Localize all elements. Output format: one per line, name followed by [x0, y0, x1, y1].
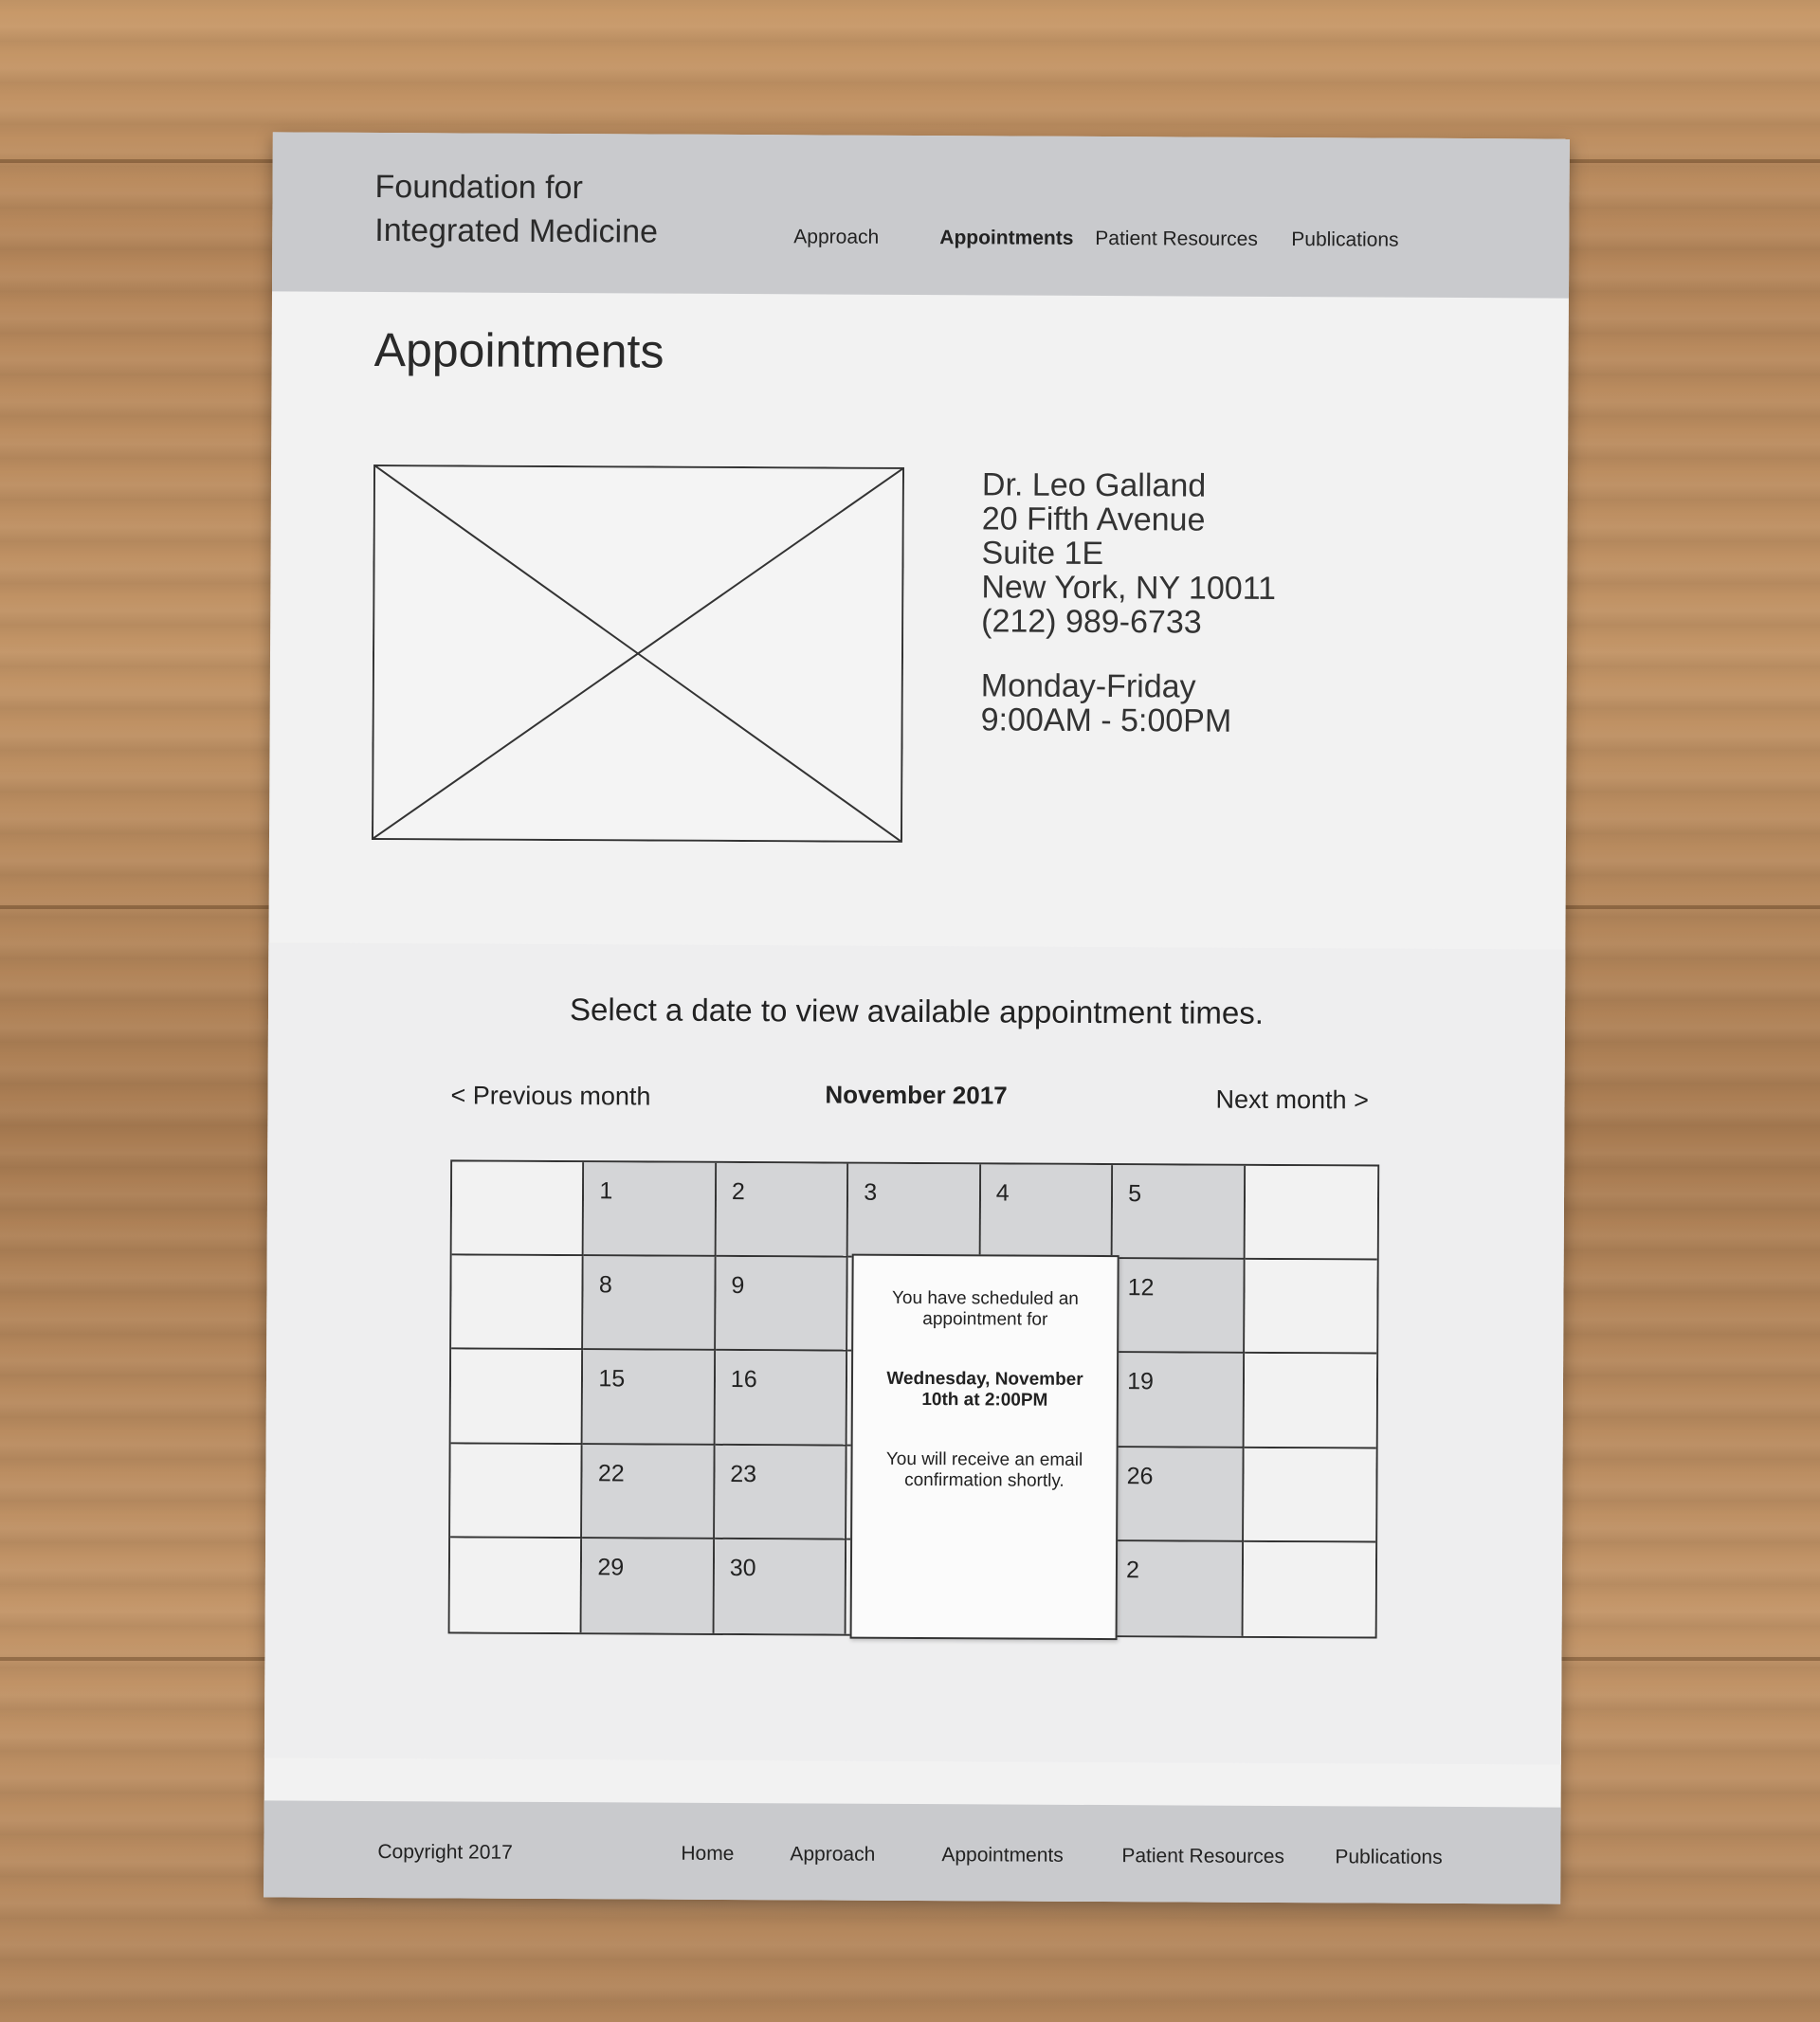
confirmation-intro: You have scheduled an appointment for — [891, 1287, 1079, 1330]
previous-month-link[interactable]: < Previous month — [450, 1081, 651, 1111]
calendar-day-number: 16 — [730, 1366, 757, 1394]
confirmation-popup — [850, 1254, 1119, 1640]
calendar-day-number: 29 — [597, 1554, 625, 1581]
calendar-empty-cell — [450, 1538, 583, 1632]
image-placeholder — [372, 465, 904, 843]
calendar-day-cell[interactable] — [715, 1351, 847, 1446]
month-title: November 2017 — [825, 1080, 1008, 1110]
calendar-day-cell[interactable] — [1111, 1541, 1244, 1636]
office-days: Monday-Friday — [980, 667, 1196, 705]
site-logo[interactable] — [374, 165, 658, 254]
calendar-day-cell[interactable] — [1112, 1353, 1245, 1448]
calendar-day-cell[interactable] — [717, 1163, 849, 1258]
page-title: Appointments — [373, 322, 664, 378]
calendar-empty-cell — [451, 1256, 584, 1351]
calendar-empty-cell — [1245, 1166, 1377, 1261]
calendar-prompt: Select a date to view available appointment times. — [569, 992, 1265, 1030]
calendar-day-number: 9 — [731, 1272, 745, 1300]
calendar-day-number: 12 — [1127, 1274, 1155, 1302]
calendar-day-number: 1 — [599, 1177, 613, 1205]
calendar-empty-cell — [450, 1444, 583, 1539]
address-city: New York, NY 10011 — [981, 569, 1277, 607]
nav-appointments[interactable]: Appointments — [939, 227, 1074, 249]
calendar-day-number: 15 — [598, 1365, 626, 1393]
calendar-day-cell[interactable] — [583, 1445, 716, 1539]
calendar-day-number: 26 — [1126, 1462, 1154, 1489]
footer-link-patient-resources[interactable]: Patient Resources — [1121, 1845, 1285, 1868]
footer-link-publications[interactable]: Publications — [1335, 1846, 1443, 1868]
calendar-day-number: 23 — [730, 1460, 757, 1487]
calendar-empty-cell — [1245, 1260, 1377, 1355]
office-hours — [981, 668, 1232, 738]
nav-patient-resources[interactable]: Patient Resources — [1095, 227, 1258, 250]
footer-link-approach[interactable]: Approach — [790, 1843, 876, 1866]
calendar-day-cell[interactable] — [1111, 1448, 1244, 1542]
calendar-day-cell[interactable] — [848, 1164, 981, 1259]
calendar-empty-cell — [1243, 1542, 1375, 1637]
calendar-day-cell[interactable] — [582, 1539, 715, 1633]
confirmation-datetime: Wednesday, November 10th at 2:00PM — [886, 1368, 1083, 1411]
calendar-day-cell[interactable] — [584, 1256, 717, 1351]
address-suite: Suite 1E — [981, 535, 1104, 573]
brand-line-2: Integrated Medicine — [374, 211, 659, 250]
footer-link-appointments[interactable]: Appointments — [941, 1844, 1064, 1867]
calendar-day-cell[interactable] — [584, 1162, 717, 1257]
site-header — [272, 132, 1570, 298]
calendar-day-number: 19 — [1127, 1368, 1155, 1395]
calendar-day-number: 5 — [1128, 1180, 1142, 1208]
calendar-day-number: 3 — [864, 1178, 878, 1206]
calendar-day-cell[interactable] — [715, 1445, 847, 1539]
calendar-day-number: 4 — [995, 1179, 1010, 1207]
calendar-empty-cell — [1244, 1354, 1376, 1448]
calendar-day-number: 8 — [598, 1271, 612, 1299]
copyright: Copyright 2017 — [377, 1841, 513, 1864]
brand-line-1: Foundation for — [374, 168, 583, 207]
wireframe-paper — [264, 132, 1570, 1904]
nav-approach[interactable]: Approach — [793, 226, 880, 248]
calendar-day-number: 2 — [731, 1177, 745, 1206]
calendar-day-cell[interactable] — [583, 1351, 716, 1446]
calendar-day-cell[interactable] — [1112, 1259, 1245, 1354]
calendar-day-number: 30 — [729, 1554, 756, 1581]
address-street: 20 Fifth Avenue — [981, 501, 1206, 538]
calendar-day-cell[interactable] — [980, 1164, 1113, 1259]
calendar-empty-cell — [1244, 1448, 1376, 1542]
phone-number[interactable]: (212) 989-6733 — [981, 603, 1202, 641]
calendar-empty-cell — [451, 1350, 584, 1445]
calendar-empty-cell — [452, 1161, 585, 1256]
calendar-day-cell[interactable] — [716, 1257, 848, 1352]
site-footer — [264, 1800, 1561, 1904]
confirmation-note: You will receive an email confirmation shortly. — [885, 1448, 1083, 1491]
next-month-link[interactable]: Next month > — [1215, 1084, 1369, 1115]
nav-publications[interactable]: Publications — [1291, 228, 1399, 251]
office-times: 9:00AM - 5:00PM — [980, 701, 1232, 739]
calendar-day-number: 2 — [1126, 1556, 1140, 1584]
calendar-day-cell[interactable] — [714, 1539, 846, 1634]
calendar-day-number: 22 — [597, 1459, 625, 1486]
footer-link-home[interactable]: Home — [681, 1842, 735, 1866]
doctor-name: Dr. Leo Galland — [981, 466, 1207, 504]
contact-address — [981, 467, 1277, 640]
calendar-day-cell[interactable] — [1113, 1165, 1246, 1260]
